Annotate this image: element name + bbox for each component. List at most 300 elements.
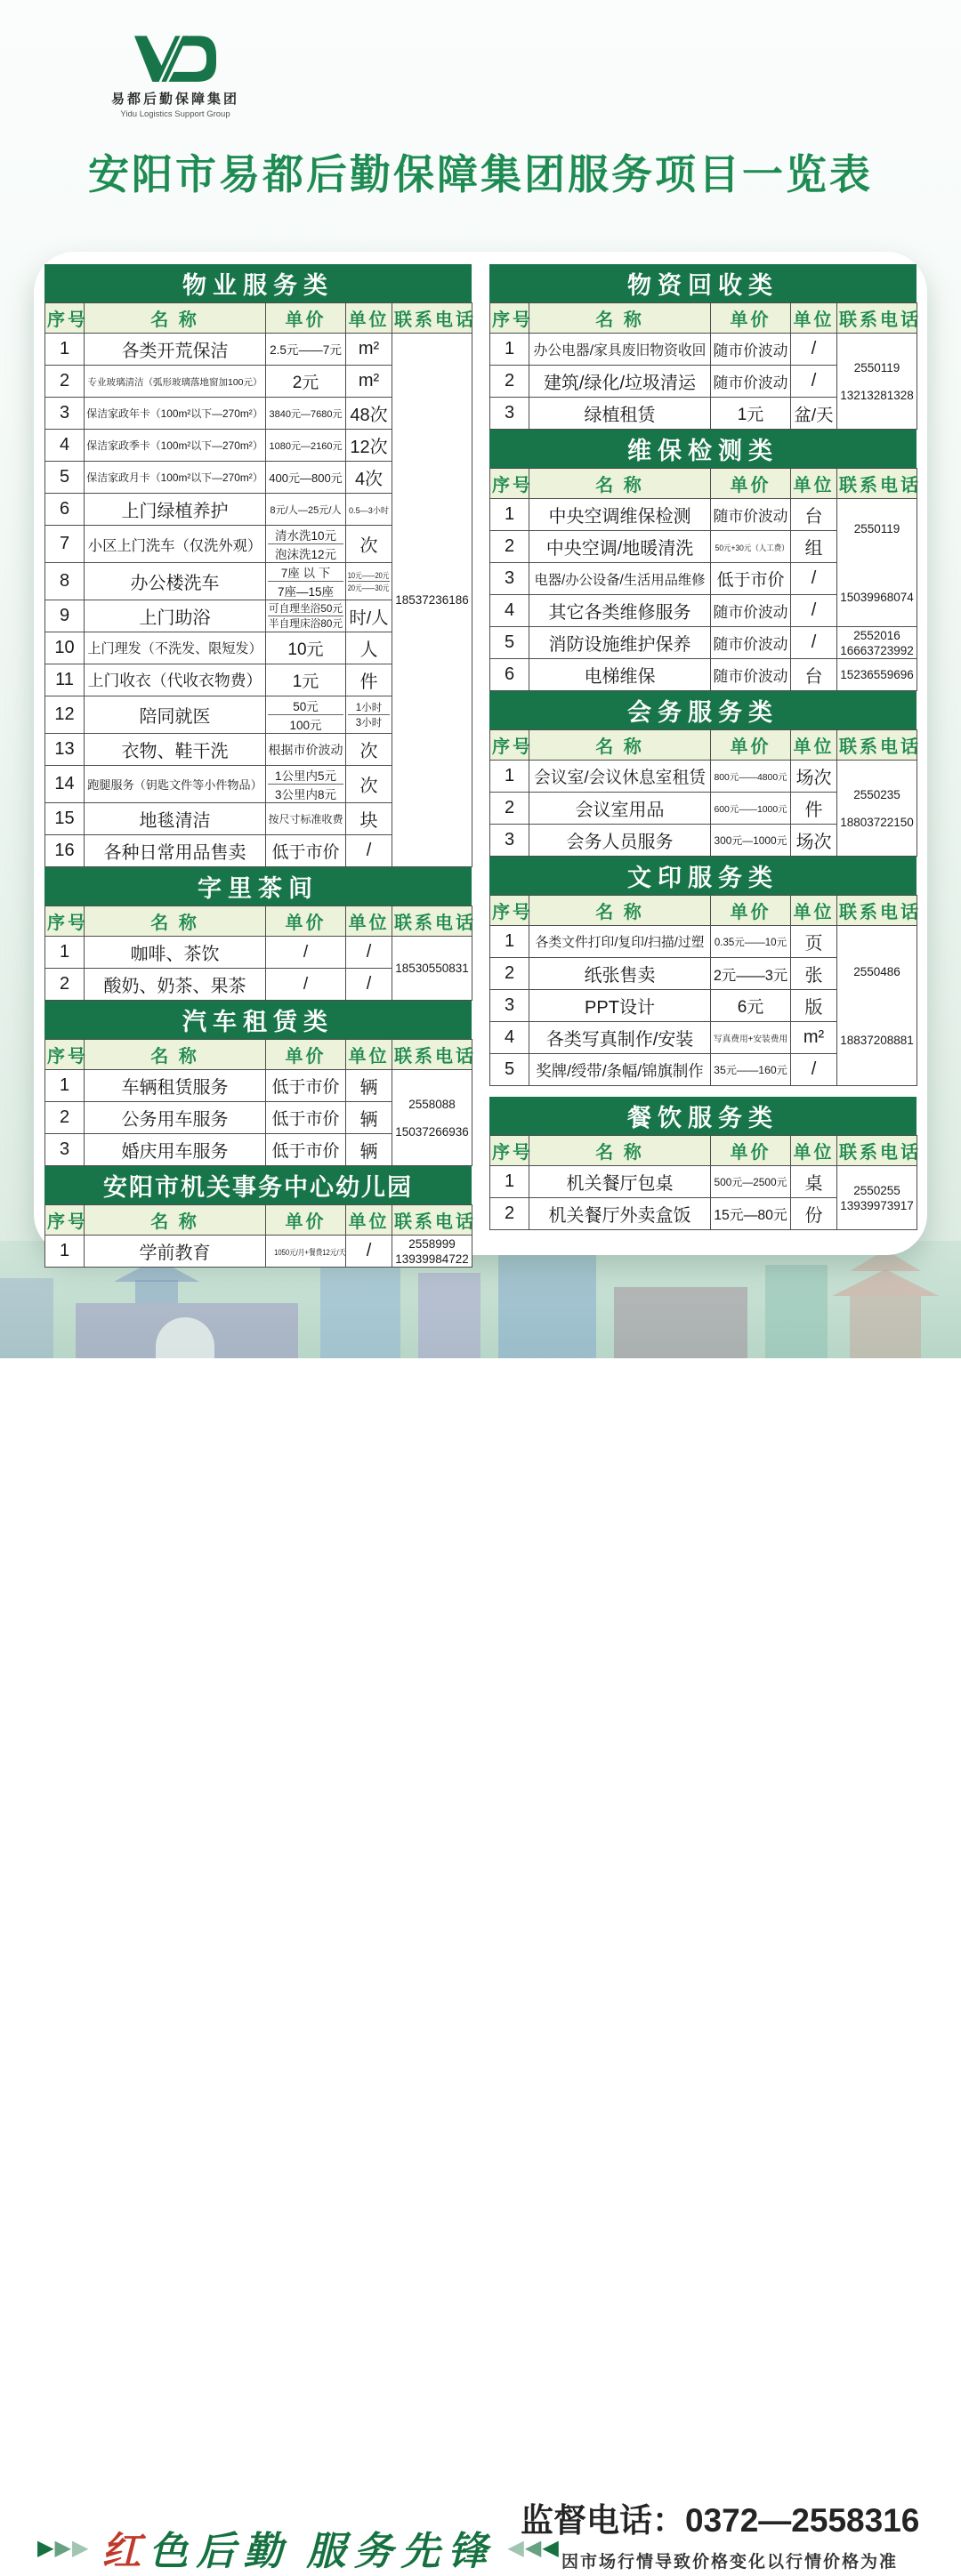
unit-cell-value: 场次 <box>795 833 832 852</box>
price-cell <box>711 595 791 627</box>
price-cell-value: 半自理床浴80元 <box>268 618 343 630</box>
unit-cell <box>791 366 837 398</box>
phone-number: 13939973917 <box>840 1198 914 1212</box>
section-title: 安阳市机关事务中心幼儿园 <box>44 1166 472 1204</box>
price-cell <box>266 366 346 398</box>
unit-cell <box>346 600 392 632</box>
unit-cell <box>346 526 392 563</box>
service-name-cell <box>529 595 711 627</box>
service-name-cell <box>85 430 266 462</box>
price-cell-value: 15元—80元 <box>714 1208 787 1223</box>
unit-cell-value: 块 <box>359 811 378 831</box>
price-cell-value: 400元—800元 <box>269 471 343 485</box>
price-cell <box>711 1198 791 1230</box>
phone-lines <box>839 522 915 604</box>
table-row <box>490 926 917 958</box>
price-cell <box>266 766 346 803</box>
section-title: 维保检测类 <box>489 430 917 468</box>
column-header: 联系电话 <box>392 1205 472 1236</box>
unit-cell <box>346 969 392 1001</box>
unit-cell <box>791 1198 837 1230</box>
price-cell <box>266 835 346 867</box>
unit-cell <box>346 334 392 366</box>
column-header: 联系电话 <box>837 896 917 926</box>
column-header: 名 称 <box>529 730 711 761</box>
disclaimer: 因市场行情导致价格变化以行情价格为准 <box>561 2553 898 2572</box>
unit-cell-value: 张 <box>804 966 823 986</box>
column-header: 名 称 <box>85 303 266 334</box>
row-number-cell: 6 <box>490 659 529 691</box>
row-number-cell: 13 <box>45 734 85 766</box>
row-number-cell: 1 <box>490 761 529 793</box>
price-cell-part <box>268 581 343 600</box>
row-number-cell: 1 <box>490 499 529 531</box>
row-number-cell: 1 <box>490 1166 529 1198</box>
service-name-cell <box>529 825 711 857</box>
column-header: 序号 <box>490 303 529 334</box>
column-header: 联系电话 <box>392 1040 472 1070</box>
price-cell <box>266 334 346 366</box>
price-cell-value: 低于市价 <box>271 1078 340 1097</box>
row-number-cell: 4 <box>490 595 529 627</box>
logo-english-name: Yidu Logistics Support Group <box>120 109 230 119</box>
split-cell <box>268 526 343 562</box>
unit-cell <box>346 803 392 835</box>
column-header: 单价 <box>711 730 791 761</box>
phone-lines <box>394 1098 470 1139</box>
building-silhouette <box>320 1253 400 1358</box>
price-cell-value: 2.5元——7元 <box>270 343 342 357</box>
unit-cell <box>791 825 837 857</box>
row-number-cell: 16 <box>45 835 85 867</box>
column-header: 单位 <box>791 1136 837 1166</box>
price-cell <box>266 462 346 494</box>
building-silhouette <box>498 1247 596 1358</box>
price-cell-value: 低于市价 <box>271 1142 340 1161</box>
price-cell-value: 6元 <box>737 998 764 1017</box>
unit-cell-value: 辆 <box>359 1142 378 1162</box>
split-cell <box>268 696 343 733</box>
page-title: 安阳市易都后勤保障集团服务项目一览表 <box>88 151 873 197</box>
service-name: 小区上门洗车（仅洗外观） <box>87 537 262 554</box>
service-name: 陪同就医 <box>139 707 211 727</box>
column-header: 名 称 <box>85 906 266 937</box>
service-name: 中央空调/地暖清洗 <box>545 539 694 559</box>
price-cell-value: 泡沫洗12元 <box>274 548 337 561</box>
table-row <box>45 1070 472 1102</box>
phone-cell <box>837 499 917 627</box>
service-name: 婚庆用车服务 <box>121 1142 229 1162</box>
column-header: 单位 <box>346 1040 392 1070</box>
price-cell <box>266 1236 346 1268</box>
unit-cell-value: / <box>811 339 817 358</box>
section-title: 会务服务类 <box>489 691 917 729</box>
phone-number: 16663723992 <box>840 643 914 657</box>
column-header: 名 称 <box>529 303 711 334</box>
service-table <box>489 302 921 430</box>
unit-cell-value: 台 <box>804 507 823 527</box>
phone-number: 2550255 <box>853 1183 900 1197</box>
column-header: 联系电话 <box>837 303 917 334</box>
service-name: 上门收衣（代收衣物费） <box>87 672 262 689</box>
service-name: 保洁家政月卡（100m²以下—270m²） <box>86 471 263 484</box>
price-cell-value: 500元—2500元 <box>714 1175 787 1188</box>
service-name-cell <box>85 600 266 632</box>
price-cell-value: 随市价波动 <box>713 603 788 621</box>
service-name-cell <box>529 659 711 691</box>
column-header: 单价 <box>266 906 346 937</box>
column-header: 单价 <box>266 1040 346 1070</box>
service-table <box>44 1039 476 1166</box>
unit-cell-value: / <box>366 942 372 962</box>
service-name: 绿植租赁 <box>584 406 656 425</box>
service-name: 上门理发（不洗发、限短发） <box>87 641 262 656</box>
phone-cell <box>837 659 917 691</box>
price-cell <box>266 937 346 969</box>
column-header: 单位 <box>791 303 837 334</box>
unit-cell <box>791 990 837 1022</box>
column-header: 序号 <box>45 906 85 937</box>
section-wenyin <box>489 857 921 1086</box>
split-cell <box>268 563 343 600</box>
price-cell-value: 35元——160元 <box>714 1063 787 1076</box>
section-qiche <box>44 1001 476 1166</box>
unit-cell-value: m² <box>358 339 380 358</box>
column-header: 序号 <box>45 1205 85 1236</box>
service-name: 保洁家政年卡（100m²以下—270m²） <box>86 407 263 420</box>
row-number-cell: 2 <box>490 1198 529 1230</box>
column-header: 单位 <box>346 906 392 937</box>
phone-number: 13213281328 <box>840 388 914 402</box>
supervision-label: 监督电话： <box>521 2502 685 2539</box>
column-header: 单位 <box>791 896 837 926</box>
price-cell <box>266 664 346 696</box>
unit-cell-value: 次 <box>359 536 378 556</box>
phone-number: 15039968074 <box>840 590 914 604</box>
service-table <box>489 729 921 857</box>
column-header: 序号 <box>490 469 529 499</box>
unit-cell <box>346 632 392 664</box>
unit-cell-value: / <box>811 371 817 390</box>
section-title: 物业服务类 <box>44 264 472 302</box>
service-table <box>44 1204 476 1268</box>
price-cell <box>266 969 346 1001</box>
row-number-cell: 6 <box>45 494 85 526</box>
pagoda-roof-icon <box>832 1269 939 1296</box>
unit-cell <box>791 1054 837 1086</box>
column-header: 单价 <box>266 303 346 334</box>
unit-cell-value: m² <box>358 371 380 390</box>
service-name: 咖啡、茶饮 <box>130 945 220 964</box>
price-cell-part <box>268 563 343 581</box>
price-cell-value: 随市价波动 <box>713 635 788 653</box>
price-cell <box>266 398 346 430</box>
unit-cell <box>346 462 392 494</box>
table-row <box>45 937 472 969</box>
unit-cell <box>791 499 837 531</box>
service-table <box>44 302 476 867</box>
price-cell <box>711 1166 791 1198</box>
row-number-cell: 12 <box>45 696 85 734</box>
service-name: 专业玻璃清洁（弧形玻璃落地窗加100元） <box>87 376 262 388</box>
unit-cell-value: 1小时 <box>355 703 383 713</box>
unit-cell-value: 版 <box>804 998 823 1018</box>
unit-cell <box>791 563 837 595</box>
unit-cell-value: 4次 <box>354 470 384 489</box>
phone-number: 2558088 <box>408 1097 456 1111</box>
column-header: 联系电话 <box>392 303 472 334</box>
service-name-cell <box>529 1022 711 1054</box>
pagoda-body <box>135 1280 178 1303</box>
service-name: 车辆租赁服务 <box>121 1078 229 1098</box>
section-huiwu <box>489 691 921 857</box>
service-name: 上门助浴 <box>139 608 211 628</box>
left-column <box>44 264 476 1268</box>
price-cell <box>711 1054 791 1086</box>
table-row <box>490 1166 917 1198</box>
price-cell-value: 随市价波动 <box>713 342 788 359</box>
service-name: 上门绿植养护 <box>121 502 229 521</box>
phone-number: 2558999 <box>408 1236 456 1251</box>
service-name-cell <box>85 334 266 366</box>
unit-cell <box>791 627 837 659</box>
service-name-cell <box>85 1134 266 1166</box>
split-cell <box>268 601 343 631</box>
service-name: 电梯维保 <box>584 667 656 687</box>
unit-cell-value: 件 <box>359 672 378 692</box>
unit-cell-value: 次 <box>359 777 378 796</box>
price-cell <box>711 926 791 958</box>
unit-cell <box>346 1236 392 1268</box>
unit-cell-value: 12次 <box>350 438 388 457</box>
phone-cell <box>392 1070 472 1166</box>
service-name: 保洁家政季卡（100m²以下—270m²） <box>86 439 263 452</box>
price-cell-value: / <box>303 942 309 962</box>
table-row <box>490 761 917 793</box>
section-title: 汽车租赁类 <box>44 1001 472 1039</box>
service-name-cell <box>85 766 266 803</box>
unit-cell <box>346 734 392 766</box>
main-panel <box>34 252 927 1266</box>
service-name: 消防设施维护保养 <box>548 635 691 655</box>
column-header: 联系电话 <box>837 469 917 499</box>
price-cell <box>711 499 791 531</box>
unit-cell-value: / <box>366 841 372 860</box>
service-name-cell <box>85 696 266 734</box>
price-cell <box>266 600 346 632</box>
column-header: 序号 <box>490 896 529 926</box>
price-cell-value: 低于市价 <box>271 1110 340 1129</box>
price-cell-value: 1080元—2160元 <box>269 440 343 452</box>
section-weibao <box>489 430 921 691</box>
section-zili <box>44 867 476 1001</box>
section-title: 餐饮服务类 <box>489 1097 917 1135</box>
slogan-text-green2: 服务先锋 <box>306 2530 496 2573</box>
unit-cell <box>791 926 837 958</box>
logo-chinese-name: 易都后勤保障集团 <box>110 92 239 107</box>
column-header: 单位 <box>346 1205 392 1236</box>
service-name-cell <box>85 1236 266 1268</box>
price-cell-value: 1公里内5元 <box>274 769 337 783</box>
section-wuye <box>44 264 476 867</box>
price-cell-value: 100元 <box>289 719 322 732</box>
service-table <box>489 1135 921 1230</box>
row-number-cell: 2 <box>45 366 85 398</box>
price-cell-value: 3840元—7680元 <box>269 408 343 420</box>
service-name: 纸张售卖 <box>584 966 656 986</box>
phone-lines <box>394 1237 470 1266</box>
phone-cell <box>837 1166 917 1230</box>
price-cell <box>711 825 791 857</box>
phone-number: 13939984722 <box>395 1252 469 1266</box>
unit-cell <box>346 563 392 600</box>
unit-cell <box>791 1166 837 1198</box>
service-name-cell <box>529 761 711 793</box>
section-canyin <box>489 1097 921 1230</box>
service-name-cell <box>529 366 711 398</box>
row-number-cell: 10 <box>45 632 85 664</box>
service-name: 各种日常用品售卖 <box>103 843 246 863</box>
section-title: 文印服务类 <box>489 857 917 895</box>
row-number-cell: 14 <box>45 766 85 803</box>
unit-cell <box>346 937 392 969</box>
building-silhouette <box>418 1273 480 1358</box>
phone-number: 18530550831 <box>395 962 469 975</box>
section-wuzi <box>489 264 921 430</box>
price-cell <box>711 659 791 691</box>
service-table <box>489 468 921 691</box>
phone-cell <box>837 761 917 857</box>
price-cell <box>266 1070 346 1102</box>
price-cell <box>711 990 791 1022</box>
price-cell-value: 7座—15座 <box>277 585 335 599</box>
service-name-cell <box>85 1102 266 1134</box>
building-silhouette <box>0 1278 53 1358</box>
service-name: 电器/办公设备/生活用品维修 <box>534 572 706 588</box>
column-header: 联系电话 <box>837 730 917 761</box>
row-number-cell: 1 <box>45 334 85 366</box>
row-number-cell: 1 <box>45 937 85 969</box>
column-header: 单价 <box>711 896 791 926</box>
service-table <box>44 906 476 1001</box>
unit-cell-value: / <box>811 632 817 652</box>
service-name-cell <box>529 926 711 958</box>
unit-cell-value: 件 <box>804 801 823 820</box>
phone-number: 18803722150 <box>840 815 914 829</box>
price-cell-value: 800元——4800元 <box>714 772 787 783</box>
phone-number: 2550486 <box>853 964 900 978</box>
service-name-cell <box>85 494 266 526</box>
phone-number: 18537236186 <box>395 593 469 607</box>
service-name: 会议室/会议休息室租赁 <box>533 768 707 786</box>
service-name-cell <box>529 1054 711 1086</box>
column-header: 单价 <box>711 469 791 499</box>
price-cell <box>711 1022 791 1054</box>
price-cell <box>711 958 791 990</box>
row-number-cell: 11 <box>45 664 85 696</box>
price-cell <box>266 734 346 766</box>
column-header: 单价 <box>711 1136 791 1166</box>
column-header: 联系电话 <box>392 906 472 937</box>
price-cell-part <box>268 714 343 733</box>
row-number-cell: 2 <box>490 958 529 990</box>
phone-cell <box>837 334 917 430</box>
table-row <box>45 1236 472 1268</box>
phone-number: 2550119 <box>853 360 900 374</box>
yidu-logo-icon <box>134 36 216 85</box>
row-number-cell: 5 <box>45 462 85 494</box>
price-cell-value: 300元—1000元 <box>714 833 787 847</box>
section-title: 字里茶间 <box>44 867 472 906</box>
row-number-cell: 9 <box>45 600 85 632</box>
price-cell <box>266 563 346 600</box>
service-name-cell <box>529 334 711 366</box>
price-cell-value: 0.35元——10元 <box>714 937 787 948</box>
unit-cell-value: m² <box>803 1027 825 1047</box>
unit-cell <box>346 1070 392 1102</box>
service-name-cell <box>85 803 266 835</box>
unit-cell <box>346 1134 392 1166</box>
price-cell-value: 按尺寸标准收费 <box>268 812 343 825</box>
price-cell-value: 可自理坐浴50元 <box>268 603 343 615</box>
unit-cell <box>346 835 392 867</box>
service-name-cell <box>85 398 266 430</box>
service-name: 酸奶、奶茶、果茶 <box>103 977 246 996</box>
split-cell <box>348 569 390 593</box>
unit-cell <box>791 659 837 691</box>
column-header: 序号 <box>45 303 85 334</box>
row-number-cell: 15 <box>45 803 85 835</box>
logo <box>100 36 251 119</box>
price-cell-value: 根据市价波动 <box>268 742 343 757</box>
price-cell <box>711 793 791 825</box>
phone-lines <box>839 361 915 402</box>
unit-cell-part <box>348 569 390 581</box>
phone-number: 15236559696 <box>840 668 914 681</box>
unit-cell <box>791 531 837 563</box>
price-cell <box>266 696 346 734</box>
price-cell-value: 2元 <box>292 374 319 392</box>
unit-cell-value: 20元——30元 <box>348 584 390 592</box>
service-name-cell <box>529 958 711 990</box>
column-header: 单位 <box>791 730 837 761</box>
phone-number: 2550235 <box>853 787 900 801</box>
unit-cell-value: 场次 <box>795 769 832 788</box>
price-cell-value: 2元——3元 <box>713 967 788 984</box>
service-name: 会务人员服务 <box>566 833 674 852</box>
unit-cell-part <box>348 700 390 714</box>
row-number-cell: 1 <box>490 334 529 366</box>
unit-cell-value: 0.5—3小时 <box>349 505 389 515</box>
unit-cell <box>346 696 392 734</box>
service-name-cell <box>85 526 266 563</box>
unit-cell <box>791 1022 837 1054</box>
unit-cell-value: 辆 <box>359 1110 378 1130</box>
supervision-phone: 0372—2558316 <box>685 2502 920 2539</box>
column-header: 名 称 <box>529 896 711 926</box>
unit-cell <box>346 664 392 696</box>
row-number-cell: 2 <box>45 1102 85 1134</box>
pagoda-body <box>850 1296 921 1358</box>
service-name: 跑腿服务（钥匙文件等小件物品） <box>87 777 262 792</box>
table-row <box>490 659 917 691</box>
service-name: 机关餐厅包桌 <box>566 1174 674 1194</box>
unit-cell-value: / <box>366 1241 372 1260</box>
price-cell <box>266 430 346 462</box>
price-cell-value: 10元 <box>287 640 324 659</box>
unit-cell-value: 48次 <box>350 406 388 425</box>
service-name-cell <box>529 1198 711 1230</box>
